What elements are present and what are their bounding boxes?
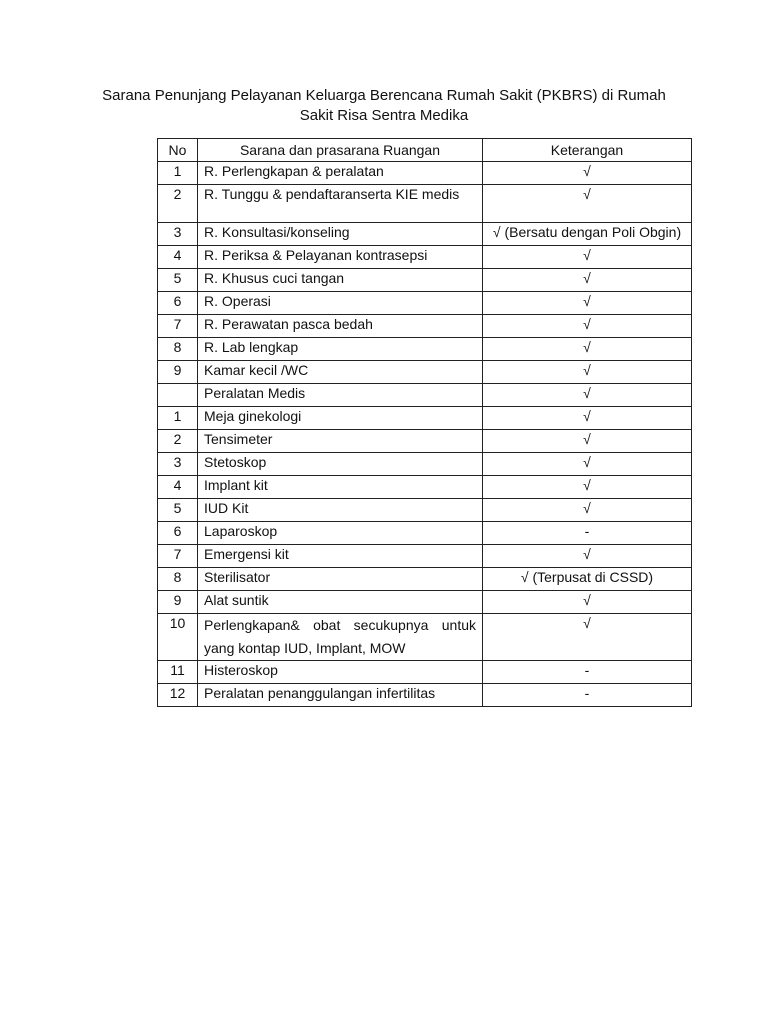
row-no: 7 (158, 545, 198, 568)
row-name: Sterilisator (198, 568, 483, 591)
row-note: √ (483, 453, 692, 476)
row-no: 3 (158, 453, 198, 476)
table-row (158, 246, 692, 269)
row-no: 11 (158, 661, 198, 684)
table-row (158, 545, 692, 568)
row-no: 1 (158, 407, 198, 430)
row-note: √ (483, 614, 692, 661)
row-note: √ (483, 185, 692, 223)
row-no: 6 (158, 292, 198, 315)
row-no: 4 (158, 476, 198, 499)
row-name: Histeroskop (198, 661, 483, 684)
table-row (158, 684, 692, 707)
row-name: Peralatan Medis (198, 384, 483, 407)
table-row (158, 315, 692, 338)
row-name: R. Lab lengkap (198, 338, 483, 361)
row-note: √ (483, 315, 692, 338)
row-no: 2 (158, 430, 198, 453)
row-no: 5 (158, 269, 198, 292)
table-header-row (158, 139, 692, 162)
row-no: 6 (158, 522, 198, 545)
row-name: Kamar kecil /WC (198, 361, 483, 384)
row-name: Perlengkapan& obat secukupnya untuk yang kontap IUD, Implant, MOW (198, 614, 483, 661)
row-note: √ (483, 407, 692, 430)
table-row (158, 292, 692, 315)
row-note: √ (Bersatu dengan Poli Obgin) (483, 223, 692, 246)
title-line-2: Sakit Risa Sentra Medika (299, 107, 469, 124)
row-note: - (483, 661, 692, 684)
row-name: Laparoskop (198, 522, 483, 545)
row-note: √ (483, 384, 692, 407)
page-title (60, 86, 708, 126)
row-note: √ (483, 361, 692, 384)
table-row (158, 476, 692, 499)
row-name: R. Periksa & Pelayanan kontrasepsi (198, 246, 483, 269)
row-note: √ (483, 591, 692, 614)
row-no: 2 (158, 185, 198, 223)
row-name: R. Operasi (198, 292, 483, 315)
row-name: Alat suntik (198, 591, 483, 614)
row-name: R. Tunggu & pendaftaranserta KIE medis (198, 185, 483, 223)
row-note: √ (483, 476, 692, 499)
table-row (158, 162, 692, 185)
row-name: R. Khusus cuci tangan (198, 269, 483, 292)
row-note: √ (483, 246, 692, 269)
table-row (158, 185, 692, 223)
row-name: Tensimeter (198, 430, 483, 453)
facilities-table (157, 138, 692, 707)
row-no: 10 (158, 614, 198, 661)
row-no: 8 (158, 568, 198, 591)
header-name: Sarana dan prasarana Ruangan (198, 139, 483, 162)
row-note: - (483, 522, 692, 545)
row-note: √ (483, 499, 692, 522)
row-name: R. Konsultasi/konseling (198, 223, 483, 246)
title-line-1: Sarana Penunjang Pelayanan Keluarga Berencana Rumah Sakit (PKBRS) di Rumah (102, 87, 666, 104)
row-note: √ (483, 162, 692, 185)
table-row (158, 361, 692, 384)
table-section-row (158, 384, 692, 407)
row-no: 9 (158, 361, 198, 384)
table-row (158, 407, 692, 430)
row-no: 12 (158, 684, 198, 707)
row-note: √ (483, 338, 692, 361)
row-note: √ (483, 292, 692, 315)
row-no: 1 (158, 162, 198, 185)
row-name: R. Perawatan pasca bedah (198, 315, 483, 338)
row-no (158, 384, 198, 407)
row-name: IUD Kit (198, 499, 483, 522)
table-row (158, 591, 692, 614)
row-name: Peralatan penanggulangan infertilitas (198, 684, 483, 707)
row-note: √ (483, 430, 692, 453)
row-no: 4 (158, 246, 198, 269)
table-row (158, 614, 692, 661)
header-note: Keterangan (483, 139, 692, 162)
row-no: 3 (158, 223, 198, 246)
table-row (158, 568, 692, 591)
row-no: 7 (158, 315, 198, 338)
row-name: R. Perlengkapan & peralatan (198, 162, 483, 185)
row-no: 9 (158, 591, 198, 614)
row-no: 8 (158, 338, 198, 361)
row-note: √ (483, 269, 692, 292)
row-name: Implant kit (198, 476, 483, 499)
row-note: - (483, 684, 692, 707)
row-no: 5 (158, 499, 198, 522)
row-name: Meja ginekologi (198, 407, 483, 430)
table-row (158, 661, 692, 684)
table-row (158, 338, 692, 361)
row-name: Emergensi kit (198, 545, 483, 568)
table-row (158, 430, 692, 453)
table-row (158, 223, 692, 246)
table-row (158, 453, 692, 476)
table-row (158, 522, 692, 545)
header-no: No (158, 139, 198, 162)
table-row (158, 269, 692, 292)
row-note: √ (483, 545, 692, 568)
row-name: Stetoskop (198, 453, 483, 476)
table-row (158, 499, 692, 522)
row-note: √ (Terpusat di CSSD) (483, 568, 692, 591)
